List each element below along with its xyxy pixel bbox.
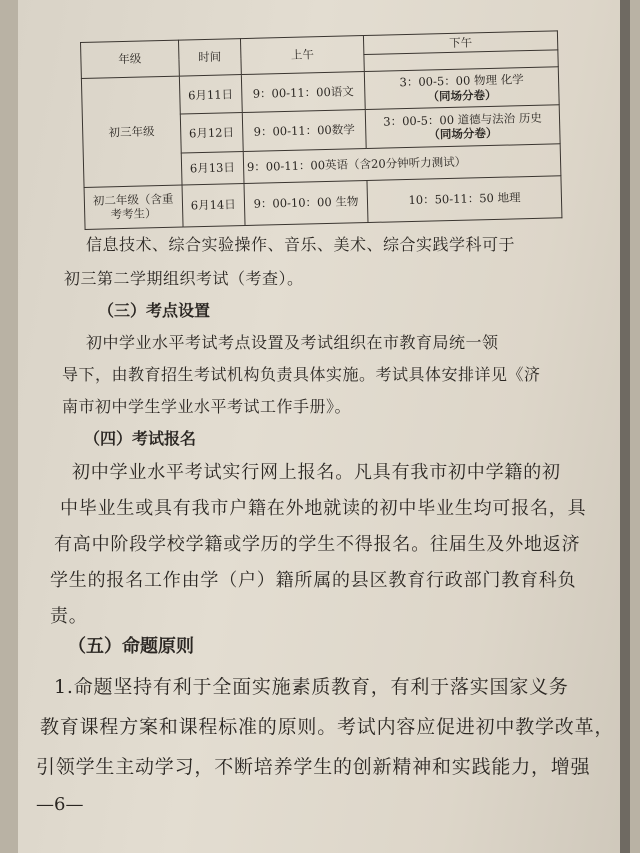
section-heading-5: （五）命题原则 [68, 636, 194, 657]
paragraph-line: 有高中阶段学校学籍或学历的学生不得报名。往届生及外地返济 [54, 534, 581, 555]
header-morning: 上午 [240, 36, 364, 75]
afternoon-line: 3：00-5：00 物理 化学 [399, 72, 524, 90]
paragraph-line: 1.命题坚持有利于全面实施素质教育，有利于落实国家义务 [54, 676, 569, 698]
exam-schedule-table [80, 30, 562, 230]
afternoon-line: 3：00-5：00 道德与法治 历史 [383, 110, 543, 129]
grade2-cell: 初二年级（含重考考生） [84, 185, 183, 230]
date-cell: 6月14日 [182, 183, 245, 227]
paragraph-line: 学生的报名工作由学（户）籍所属的县区教育行政部门教育科负 [50, 570, 577, 591]
morning-cell: 9：00-11：00数学 [242, 110, 366, 151]
grade3-cell: 初三年级 [81, 76, 181, 187]
paragraph-line: 信息技术、综合实验操作、音乐、美术、综合实践学科可于 [86, 235, 516, 254]
page-edge [620, 0, 630, 853]
page-number: —6— [36, 794, 84, 815]
afternoon-cell: 10：50-11：50 地理 [367, 175, 562, 222]
afternoon-cell [364, 67, 559, 110]
paragraph-line: 初中学业水平考试考点设置及考试组织在市教育局统一领 [86, 333, 499, 352]
morning-cell-wide: 9：00-11：00英语（含20分钟听力测试） [243, 143, 561, 183]
afternoon-cell [365, 105, 560, 148]
section-heading-3: （三）考点设置 [98, 301, 211, 320]
date-cell: 6月13日 [181, 151, 244, 184]
header-afternoon: 下午 [364, 31, 558, 55]
paragraph-line: 引领学生主动学习，不断培养学生的创新精神和实践能力，增强 [36, 756, 591, 778]
morning-cell: 9：00-10：00 生物 [244, 180, 368, 225]
header-time: 时间 [178, 39, 241, 77]
paragraph-line: 初中学业水平考试实行网上报名。凡具有我市初中学籍的初 [72, 462, 561, 483]
date-cell: 6月12日 [180, 113, 243, 153]
afternoon-note: （同场分卷） [428, 125, 498, 142]
section-heading-4: （四）考试报名 [84, 429, 197, 448]
paragraph-line: 中毕业生或具有我市户籍在外地就读的初中毕业生均可报名，具 [60, 498, 587, 519]
paragraph-line: 责。 [50, 606, 88, 627]
afternoon-note: （同场分卷） [427, 87, 497, 104]
date-cell: 6月11日 [179, 75, 242, 115]
morning-cell: 9：00-11：00语文 [241, 72, 365, 113]
paragraph-line: 教育课程方案和课程标准的原则。考试内容应促进初中教学改革， [40, 716, 615, 738]
paragraph-line: 导下，由教育招生考试机构负责具体实施。考试具体安排详见《济 [62, 365, 541, 384]
paragraph-line: 初三第二学期组织考试（考查）。 [64, 269, 304, 288]
header-grade: 年级 [81, 40, 180, 79]
paragraph-line: 南市初中学生学业水平考试工作手册》。 [62, 397, 352, 416]
